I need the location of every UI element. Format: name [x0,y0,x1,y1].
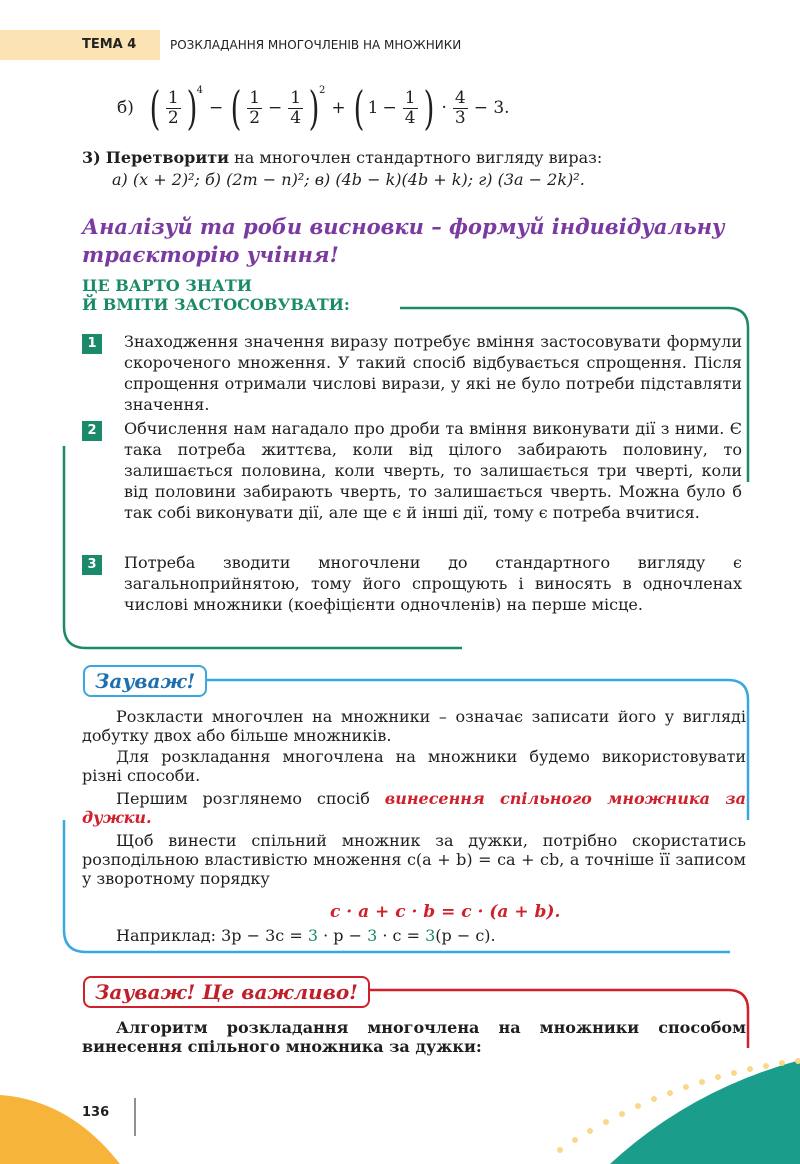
item-text: Знаходження значення виразу потребує вміння застосовувати формули скороченого множення. У такий спосіб відбувається спрощення. Після спрощення отримали числові вирази, у які не було потреби підставляти значення. [124,332,742,414]
know-heading-line1: ЦЕ ВАРТО ЗНАТИ [82,276,252,295]
task-number: 3) [82,148,101,167]
example-text: (p − c). [435,926,496,945]
fraction: $\frac{4}{3}$ [454,87,466,128]
task-3-items: а) (x + 2)²; б) (2m − n)²; в) (4b − k)(4b + k); г) (3a − 2k)². [112,170,585,189]
expr-label: б) [117,98,134,118]
important-note-title: Зауваж! Це важливо! [83,976,370,1008]
item-number-badge: 2 [82,421,102,441]
highlight-method: винесення спільного множника за дужки. [82,789,746,827]
note-paragraph-1: Розкласти многочлен на множники – означає записати його у вигляді добутку двох або більше множників. [82,707,746,745]
topic-title: РОЗКЛАДАННЯ МНОГОЧЛЕНІВ НА МНОЖНИКИ [170,38,462,52]
item-text: Потреба зводити многочлени до стандартного вигляду є загальноприйнятою, тому його спрощують і виносять в одночленах числові множники (коефіцієнти одночленів) на перше місце. [124,553,742,614]
example-text: Наприклад: 3p − 3c = [116,926,308,945]
fraction: $\frac{1}{4}$ [290,87,302,128]
common-factor: 3 [425,926,436,945]
common-factor: 3 [367,926,378,945]
operator: + [331,98,346,118]
page-number: 136 [82,1105,110,1120]
formula: c · a + c · b = c · (a + b). [330,902,561,922]
item-number-badge: 3 [82,555,102,575]
operator: − [208,98,224,118]
note-paragraph-3 [82,789,746,827]
fraction: $\frac{1}{2}$ [249,87,261,128]
expr-tail: − 3. [473,98,510,118]
number: 1 [367,98,379,118]
expression-b: б) ( $\frac{1}{2}$ ) 4 − ( $\frac{1}{2}$ − $\frac{1}{4}$ ) 2 + ( 1 − $\frac{1}{4}$ ) · $\frac{4}{3}$ − 3. [117,81,510,135]
task-text: на многочлен стандартного вигляду вираз: [234,148,603,167]
paragraph-text: Першим розглянемо спосіб [116,789,385,808]
note-paragraph-2: Для розкладання многочлена на множники будемо використовувати різні способи. [82,747,746,785]
operator: − [268,98,283,118]
item-text: Обчислення нам нагадало про дроби та вміння виконувати дії з ними. Є така потреба життєва, коли від цілого забирають половину, то залишається половина, коли чверть, то залишається три чверті, коли від половини забирають чверть, то залишається чверть. Можна було б так собі виконувати дії, але ще є й інші дії, тому є потреба вчитися. [124,419,742,522]
item-number-badge: 1 [82,334,102,354]
know-item-2 [82,418,742,523]
note-title: Зауваж! [83,665,207,697]
example-text: · c = [377,926,426,945]
exponent: 4 [196,84,203,96]
analyze-heading: Аналізуй та роби висновки – формуй індивідуальну траєкторію учіння! [82,214,725,267]
operator: − [382,98,397,118]
know-heading-line2: Й ВМІТИ ЗАСТОСОВУВАТИ: [82,295,350,314]
task-3 [82,147,602,169]
know-item-1 [82,331,742,415]
task-verb: Перетворити [105,148,229,167]
fraction: $\frac{1}{2}$ [167,87,179,128]
topic-label: ТЕМА 4 [82,37,137,52]
know-item-3 [82,552,742,615]
know-heading [82,276,350,314]
example-text: · p − [318,926,368,945]
common-factor: 3 [307,926,318,945]
fraction: $\frac{1}{4}$ [404,87,416,128]
algorithm-intro: Алгоритм розкладання многочлена на множники способом винесення спільного множника за дужки: [82,1018,746,1056]
operator: · [441,98,447,118]
exponent: 2 [319,84,326,96]
note-paragraph-4: Щоб винести спільний множник за дужки, потрібно скористатись розподільною властивістю множення c(a + b) = ca + cb, а точніше її записом у зворотному порядку [82,831,746,888]
example [116,926,716,945]
